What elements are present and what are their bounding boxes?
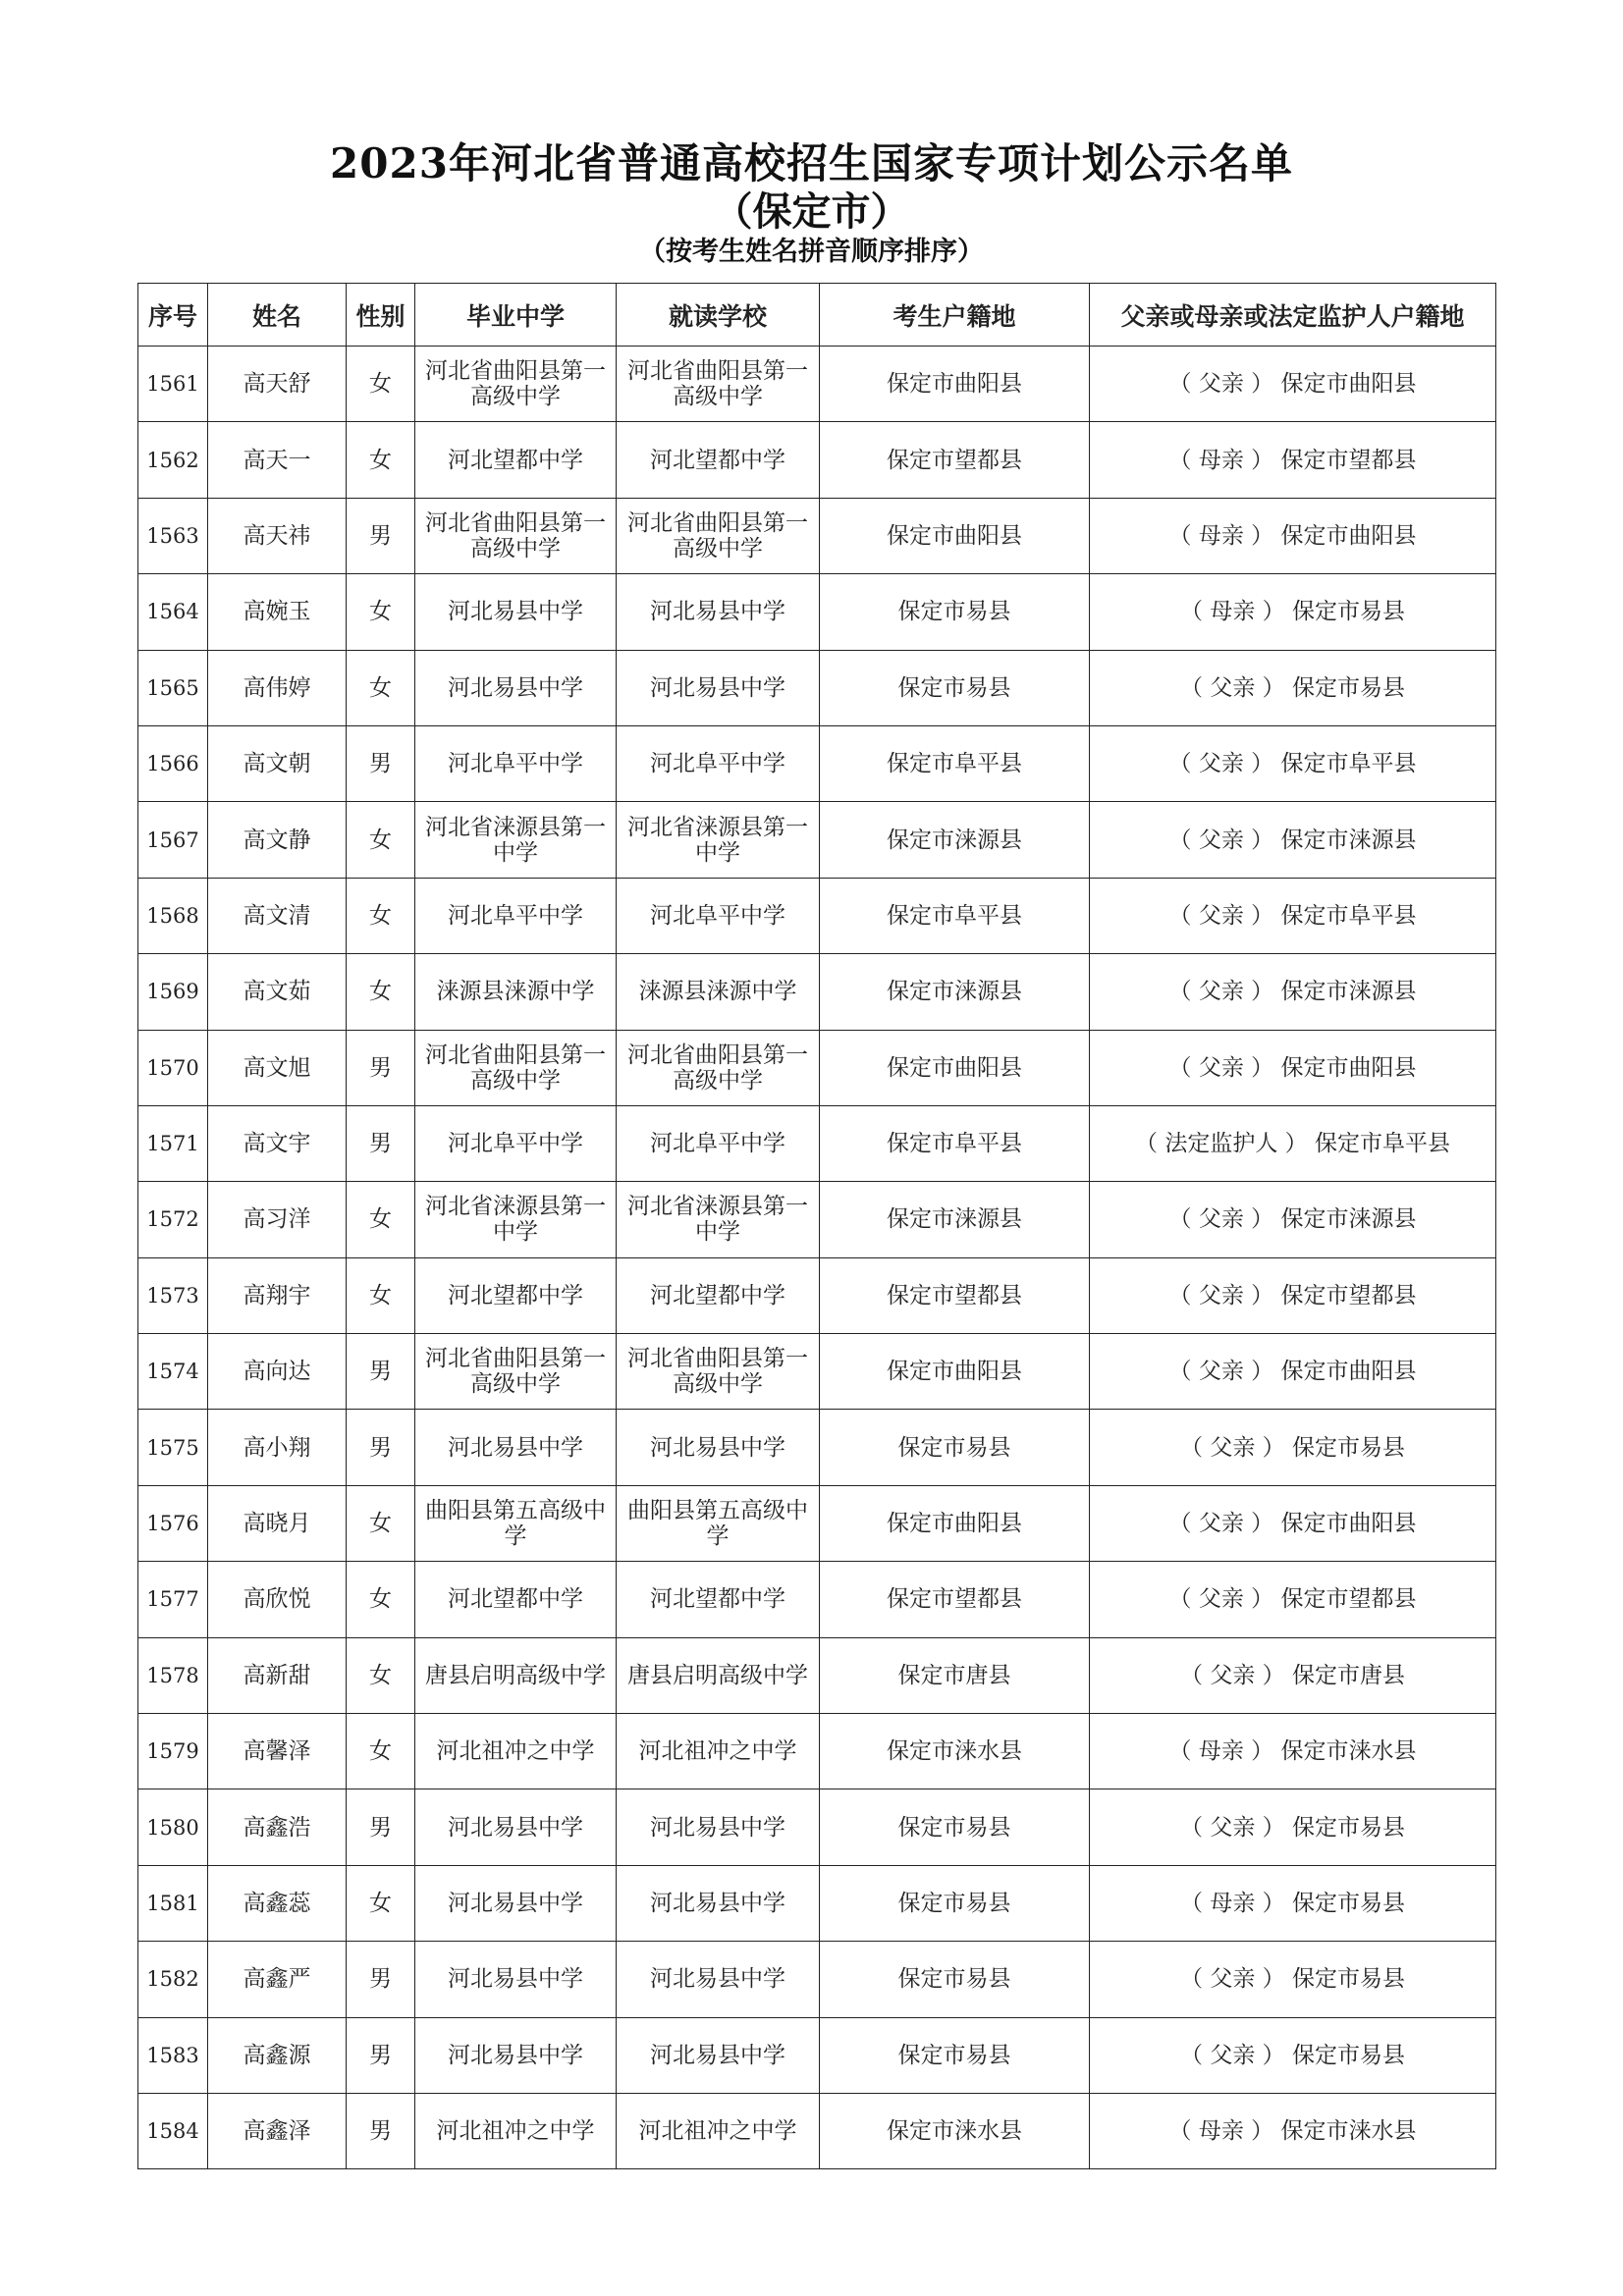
cell-guardian-hukou: （ 父亲 ） 保定市曲阳县	[1090, 1030, 1496, 1105]
cell-gender: 女	[347, 1257, 415, 1333]
cell-guardian-hukou: （ 父亲 ） 保定市易县	[1090, 1410, 1496, 1485]
cell-no: 1584	[138, 2093, 208, 2168]
cell-no: 1566	[138, 725, 208, 801]
cell-name: 高习洋	[208, 1182, 347, 1257]
cell-gender: 女	[347, 422, 415, 498]
cell-guardian-hukou: （ 父亲 ） 保定市曲阳县	[1090, 347, 1496, 422]
cell-hukou: 保定市曲阳县	[820, 1030, 1090, 1105]
cell-guardian-hukou: （ 母亲 ） 保定市涞水县	[1090, 2093, 1496, 2168]
cell-gender: 男	[347, 1789, 415, 1865]
cell-current-school: 河北望都中学	[617, 1562, 820, 1637]
cell-no: 1581	[138, 1865, 208, 1941]
table-header-row	[138, 284, 1496, 347]
cell-no: 1561	[138, 347, 208, 422]
cell-current-school: 河北易县中学	[617, 574, 820, 650]
cell-grad-school: 河北易县中学	[415, 1942, 617, 2017]
cell-current-school: 河北易县中学	[617, 2017, 820, 2093]
cell-gender: 女	[347, 1714, 415, 1789]
table-row	[138, 650, 1496, 725]
cell-grad-school: 曲阳县第五高级中学	[415, 1485, 617, 1561]
cell-grad-school: 河北易县中学	[415, 650, 617, 725]
cell-grad-school: 河北祖冲之中学	[415, 1714, 617, 1789]
table-row	[138, 2093, 1496, 2168]
table-row	[138, 878, 1496, 953]
cell-current-school: 河北易县中学	[617, 1942, 820, 2017]
cell-guardian-hukou: （ 法定监护人 ） 保定市阜平县	[1090, 1105, 1496, 1181]
cell-no: 1574	[138, 1334, 208, 1410]
cell-gender: 女	[347, 954, 415, 1030]
cell-guardian-hukou: （ 父亲 ） 保定市涞源县	[1090, 802, 1496, 878]
cell-current-school: 涞源县涞源中学	[617, 954, 820, 1030]
cell-current-school: 曲阳县第五高级中学	[617, 1485, 820, 1561]
cell-name: 高婉玉	[208, 574, 347, 650]
table-row	[138, 347, 1496, 422]
cell-grad-school: 河北省曲阳县第一高级中学	[415, 1030, 617, 1105]
page-subtitle: （保定市）	[713, 188, 910, 235]
cell-grad-school: 河北易县中学	[415, 1865, 617, 1941]
cell-no: 1568	[138, 878, 208, 953]
cell-grad-school: 唐县启明高级中学	[415, 1637, 617, 1713]
cell-name: 高欣悦	[208, 1562, 347, 1637]
header-guardian-hukou: 父亲或母亲或法定监护人户籍地	[1090, 284, 1496, 347]
cell-guardian-hukou: （ 父亲 ） 保定市易县	[1090, 1789, 1496, 1865]
cell-name: 高鑫泽	[208, 2093, 347, 2168]
cell-name: 高鑫蕊	[208, 1865, 347, 1941]
cell-guardian-hukou: （ 父亲 ） 保定市涞源县	[1090, 954, 1496, 1030]
cell-grad-school: 河北望都中学	[415, 1562, 617, 1637]
cell-no: 1572	[138, 1182, 208, 1257]
cell-gender: 女	[347, 878, 415, 953]
header-hukou: 考生户籍地	[820, 284, 1090, 347]
table-row	[138, 1030, 1496, 1105]
cell-current-school: 唐县启明高级中学	[617, 1637, 820, 1713]
cell-no: 1571	[138, 1105, 208, 1181]
cell-grad-school: 河北省曲阳县第一高级中学	[415, 1334, 617, 1410]
table-row	[138, 1410, 1496, 1485]
cell-current-school: 河北省涞源县第一中学	[617, 1182, 820, 1257]
cell-hukou: 保定市阜平县	[820, 1105, 1090, 1181]
cell-name: 高小翔	[208, 1410, 347, 1485]
cell-guardian-hukou: （ 父亲 ） 保定市阜平县	[1090, 725, 1496, 801]
cell-guardian-hukou: （ 父亲 ） 保定市易县	[1090, 650, 1496, 725]
table-row	[138, 1334, 1496, 1410]
cell-grad-school: 河北阜平中学	[415, 1105, 617, 1181]
cell-grad-school: 河北易县中学	[415, 2017, 617, 2093]
cell-no: 1565	[138, 650, 208, 725]
cell-grad-school: 河北望都中学	[415, 1257, 617, 1333]
table-row	[138, 1182, 1496, 1257]
cell-hukou: 保定市阜平县	[820, 725, 1090, 801]
cell-name: 高天祎	[208, 498, 347, 573]
cell-hukou: 保定市易县	[820, 574, 1090, 650]
table-row	[138, 802, 1496, 878]
table-row	[138, 422, 1496, 498]
cell-current-school: 河北阜平中学	[617, 725, 820, 801]
table-row	[138, 1562, 1496, 1637]
cell-no: 1567	[138, 802, 208, 878]
cell-current-school: 河北阜平中学	[617, 1105, 820, 1181]
table-row	[138, 1714, 1496, 1789]
cell-no: 1582	[138, 1942, 208, 2017]
cell-guardian-hukou: （ 母亲 ） 保定市易县	[1090, 574, 1496, 650]
cell-guardian-hukou: （ 父亲 ） 保定市涞源县	[1090, 1182, 1496, 1257]
cell-current-school: 河北望都中学	[617, 1257, 820, 1333]
cell-hukou: 保定市望都县	[820, 1562, 1090, 1637]
cell-gender: 女	[347, 650, 415, 725]
cell-gender: 男	[347, 2093, 415, 2168]
cell-name: 高鑫严	[208, 1942, 347, 2017]
cell-name: 高鑫源	[208, 2017, 347, 2093]
cell-current-school: 河北阜平中学	[617, 878, 820, 953]
cell-current-school: 河北祖冲之中学	[617, 2093, 820, 2168]
cell-name: 高伟婷	[208, 650, 347, 725]
cell-hukou: 保定市易县	[820, 2017, 1090, 2093]
cell-no: 1579	[138, 1714, 208, 1789]
cell-current-school: 河北省曲阳县第一高级中学	[617, 1334, 820, 1410]
cell-no: 1577	[138, 1562, 208, 1637]
cell-gender: 男	[347, 1105, 415, 1181]
cell-guardian-hukou: （ 母亲 ） 保定市易县	[1090, 1865, 1496, 1941]
cell-no: 1563	[138, 498, 208, 573]
cell-hukou: 保定市易县	[820, 1865, 1090, 1941]
header-grad-school: 毕业中学	[415, 284, 617, 347]
cell-guardian-hukou: （ 父亲 ） 保定市望都县	[1090, 1562, 1496, 1637]
cell-current-school: 河北易县中学	[617, 1789, 820, 1865]
cell-no: 1580	[138, 1789, 208, 1865]
cell-grad-school: 河北祖冲之中学	[415, 2093, 617, 2168]
cell-guardian-hukou: （ 父亲 ） 保定市曲阳县	[1090, 1334, 1496, 1410]
cell-hukou: 保定市易县	[820, 1410, 1090, 1485]
cell-grad-school: 河北易县中学	[415, 1410, 617, 1485]
cell-hukou: 保定市曲阳县	[820, 347, 1090, 422]
table-row	[138, 498, 1496, 573]
cell-gender: 男	[347, 1410, 415, 1485]
cell-gender: 女	[347, 1865, 415, 1941]
cell-grad-school: 河北省涞源县第一中学	[415, 802, 617, 878]
cell-grad-school: 河北易县中学	[415, 574, 617, 650]
cell-no: 1578	[138, 1637, 208, 1713]
cell-name: 高文宇	[208, 1105, 347, 1181]
cell-grad-school: 河北望都中学	[415, 422, 617, 498]
cell-gender: 女	[347, 802, 415, 878]
cell-no: 1573	[138, 1257, 208, 1333]
cell-name: 高文旭	[208, 1030, 347, 1105]
cell-guardian-hukou: （ 父亲 ） 保定市易县	[1090, 2017, 1496, 2093]
cell-name: 高翔宇	[208, 1257, 347, 1333]
cell-no: 1575	[138, 1410, 208, 1485]
header-name: 姓名	[208, 284, 347, 347]
cell-current-school: 河北望都中学	[617, 422, 820, 498]
cell-grad-school: 河北省曲阳县第一高级中学	[415, 347, 617, 422]
cell-gender: 女	[347, 1637, 415, 1713]
cell-hukou: 保定市曲阳县	[820, 498, 1090, 573]
table-row	[138, 1105, 1496, 1181]
cell-gender: 女	[347, 1182, 415, 1257]
page-title: 2023年河北省普通高校招生国家专项计划公示名单	[330, 139, 1293, 187]
cell-hukou: 保定市望都县	[820, 422, 1090, 498]
cell-hukou: 保定市曲阳县	[820, 1334, 1090, 1410]
roster-table	[137, 283, 1496, 2169]
cell-hukou: 保定市望都县	[820, 1257, 1090, 1333]
cell-gender: 男	[347, 1942, 415, 2017]
cell-gender: 男	[347, 1030, 415, 1105]
cell-current-school: 河北省曲阳县第一高级中学	[617, 347, 820, 422]
cell-hukou: 保定市涞源县	[820, 954, 1090, 1030]
cell-hukou: 保定市涞水县	[820, 1714, 1090, 1789]
table-row	[138, 954, 1496, 1030]
cell-hukou: 保定市易县	[820, 1789, 1090, 1865]
cell-current-school: 河北易县中学	[617, 1865, 820, 1941]
cell-name: 高文清	[208, 878, 347, 953]
cell-name: 高天一	[208, 422, 347, 498]
cell-name: 高天舒	[208, 347, 347, 422]
cell-gender: 男	[347, 1334, 415, 1410]
cell-name: 高向达	[208, 1334, 347, 1410]
table-body	[138, 347, 1496, 2169]
cell-no: 1583	[138, 2017, 208, 2093]
cell-no: 1562	[138, 422, 208, 498]
cell-name: 高晓月	[208, 1485, 347, 1561]
cell-gender: 男	[347, 725, 415, 801]
cell-current-school: 河北易县中学	[617, 650, 820, 725]
cell-guardian-hukou: （ 母亲 ） 保定市曲阳县	[1090, 498, 1496, 573]
table-row	[138, 574, 1496, 650]
cell-grad-school: 河北易县中学	[415, 1789, 617, 1865]
cell-hukou: 保定市曲阳县	[820, 1485, 1090, 1561]
cell-gender: 男	[347, 2017, 415, 2093]
cell-grad-school: 河北省涞源县第一中学	[415, 1182, 617, 1257]
cell-hukou: 保定市阜平县	[820, 878, 1090, 953]
cell-current-school: 河北省涞源县第一中学	[617, 802, 820, 878]
cell-guardian-hukou: （ 母亲 ） 保定市涞水县	[1090, 1714, 1496, 1789]
header-current-school: 就读学校	[617, 284, 820, 347]
cell-guardian-hukou: （ 父亲 ） 保定市易县	[1090, 1942, 1496, 2017]
cell-name: 高文茹	[208, 954, 347, 1030]
cell-name: 高鑫浩	[208, 1789, 347, 1865]
cell-current-school: 河北省曲阳县第一高级中学	[617, 1030, 820, 1105]
cell-current-school: 河北祖冲之中学	[617, 1714, 820, 1789]
cell-hukou: 保定市易县	[820, 1942, 1090, 2017]
sort-note: （按考生姓名拼音顺序排序）	[639, 237, 984, 267]
cell-no: 1576	[138, 1485, 208, 1561]
cell-grad-school: 涞源县涞源中学	[415, 954, 617, 1030]
table-row	[138, 1485, 1496, 1561]
cell-guardian-hukou: （ 父亲 ） 保定市阜平县	[1090, 878, 1496, 953]
cell-no: 1570	[138, 1030, 208, 1105]
cell-guardian-hukou: （ 母亲 ） 保定市望都县	[1090, 422, 1496, 498]
table-row	[138, 1865, 1496, 1941]
table-row	[138, 1789, 1496, 1865]
cell-hukou: 保定市易县	[820, 650, 1090, 725]
cell-name: 高文静	[208, 802, 347, 878]
cell-name: 高文朝	[208, 725, 347, 801]
cell-guardian-hukou: （ 父亲 ） 保定市曲阳县	[1090, 1485, 1496, 1561]
table-row	[138, 1942, 1496, 2017]
cell-hukou: 保定市涞水县	[820, 2093, 1090, 2168]
cell-hukou: 保定市涞源县	[820, 1182, 1090, 1257]
cell-grad-school: 河北阜平中学	[415, 725, 617, 801]
cell-gender: 女	[347, 347, 415, 422]
cell-gender: 女	[347, 574, 415, 650]
table-row	[138, 1257, 1496, 1333]
cell-no: 1569	[138, 954, 208, 1030]
cell-grad-school: 河北省曲阳县第一高级中学	[415, 498, 617, 573]
cell-grad-school: 河北阜平中学	[415, 878, 617, 953]
cell-current-school: 河北易县中学	[617, 1410, 820, 1485]
cell-hukou: 保定市唐县	[820, 1637, 1090, 1713]
table-row	[138, 2017, 1496, 2093]
cell-hukou: 保定市涞源县	[820, 802, 1090, 878]
table-row	[138, 725, 1496, 801]
cell-name: 高馨泽	[208, 1714, 347, 1789]
cell-name: 高新甜	[208, 1637, 347, 1713]
table-row	[138, 1637, 1496, 1713]
cell-no: 1564	[138, 574, 208, 650]
cell-gender: 女	[347, 1485, 415, 1561]
cell-guardian-hukou: （ 父亲 ） 保定市唐县	[1090, 1637, 1496, 1713]
cell-gender: 女	[347, 1562, 415, 1637]
cell-gender: 男	[347, 498, 415, 573]
cell-current-school: 河北省曲阳县第一高级中学	[617, 498, 820, 573]
cell-guardian-hukou: （ 父亲 ） 保定市望都县	[1090, 1257, 1496, 1333]
header-no: 序号	[138, 284, 208, 347]
header-gender: 性别	[347, 284, 415, 347]
